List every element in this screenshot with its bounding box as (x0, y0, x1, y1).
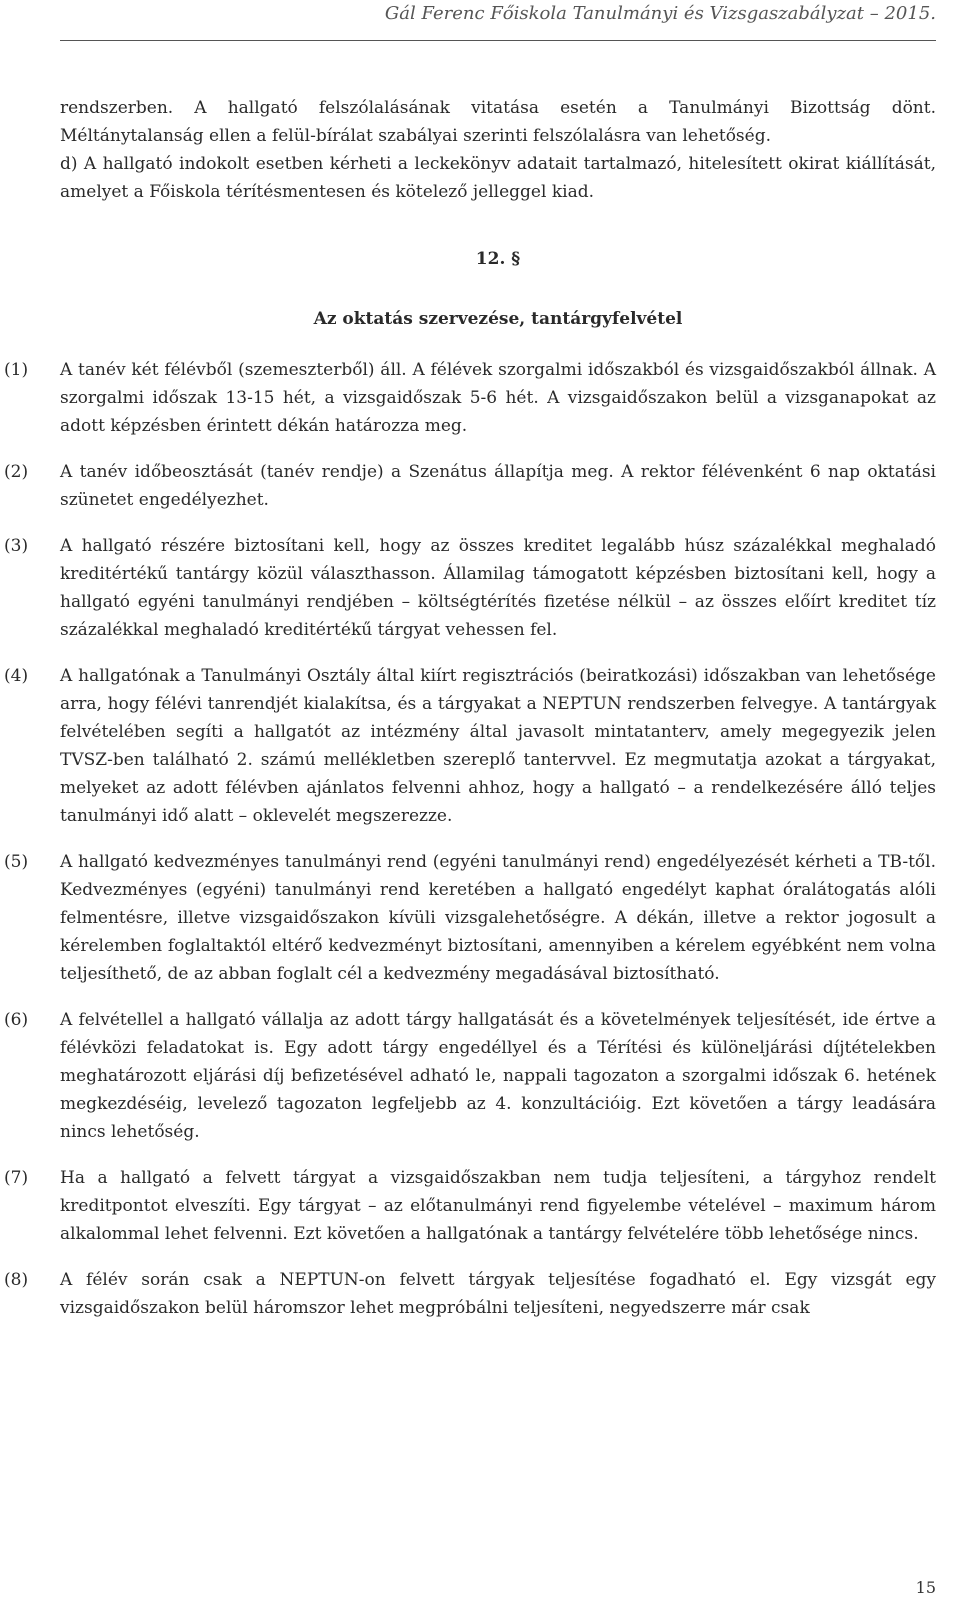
paragraph-text: A hallgatónak a Tanulmányi Osztály által kiírt regisztrációs (beiratkozási) időszakban van lehetősége arra, hogy félévi tanrendjét kialakítsa, és a tárgyakat a NEPTUN rendszerben felvegye. A tantárgyak felvételében segíti a hallgatót az intézmény által javasolt mintatanterv, amely megegyezik jelen TVSZ-ben található 2. számú mellékletben szereplő tantervvel. Ez megmutatja azokat a tárgyakat, melyeket az adott félévben ajánlatos felvenni ahhoz, hogy a hallgató – a rendelkezésére álló teljes tanulmányi idő alatt – oklevelét megszerezze. (60, 666, 936, 826)
paragraph-text: Ha a hallgató a felvett tárgyat a vizsgaidőszakban nem tudja teljesíteni, a tárgyhoz rendelt kreditpontot elveszíti. Egy tárgyat – az előtanulmányi rend figyelembe vételével – maximum három alkalommal lehet felvenni. Ezt követően a hallgatónak a tantárgy felvételére több lehetősége nincs. (60, 1168, 936, 1244)
paragraph-number: (3) (4, 536, 29, 556)
paragraph-5 (4, 848, 936, 988)
paragraph-number: (4) (4, 666, 29, 686)
paragraph-number: (6) (4, 1010, 29, 1030)
header-divider (60, 40, 936, 41)
document-body (4, 94, 936, 1322)
paragraph-text: A félév során csak a NEPTUN-on felvett tárgyak teljesítése fogadható el. Egy vizsgát egy vizsgaidőszakon belül háromszor lehet megpróbálni teljesíteni, negyedszerre már csak (60, 1270, 936, 1318)
paragraph-number: (2) (4, 462, 29, 482)
page-header: Gál Ferenc Főiskola Tanulmányi és Vizsgaszabályzat – 2015. (384, 3, 936, 24)
section-heading (60, 244, 936, 334)
paragraph-7 (4, 1164, 936, 1248)
paragraph-text: A felvétellel a hallgató vállalja az adott tárgy hallgatását és a követelmények teljesítését, ide értve a félévközi feladatokat is. Egy adott tárgy engedéllyel és a Térítési és különeljárási díjtételekben meghatározott eljárási díj befizetésével adható le, nappali tagozaton a szorgalmi időszak 6. hetének megkezdéséig, levelező tagozaton legfeljebb az 4. konzultációig. Ezt követően a tárgy leadására nincs lehetőség. (60, 1010, 936, 1142)
paragraph-4 (4, 662, 936, 830)
paragraph-number: (8) (4, 1270, 29, 1290)
paragraph-1 (4, 356, 936, 440)
paragraph-3 (4, 532, 936, 644)
paragraph-text: A tanév időbeosztását (tanév rendje) a Szenátus állapítja meg. A rektor félévenként 6 nap oktatási szünetet engedélyezhet. (60, 462, 936, 510)
paragraph-text: A hallgató részére biztosítani kell, hogy az összes kreditet legalább húsz százalékkal meghaladó kreditértékű tantárgy közül választhasson. Államilag támogatott képzésben biztosítani kell, hogy a hallgató egyéni tanulmányi rendjében – költségtérítés fizetése nélkül – az összes előírt kreditet tíz százalékkal meghaladó kreditértékű tárgyat vehessen fel. (60, 536, 936, 640)
section-title: Az oktatás szervezése, tantárgyfelvétel (313, 309, 683, 329)
paragraph-number: (7) (4, 1168, 29, 1188)
paragraph-text: A tanév két félévből (szemeszterből) áll. A félévek szorgalmi időszakból és vizsgaidőszakból állnak. A szorgalmi időszak 13-15 hét, a vizsgaidőszak 5-6 hét. A vizsgaidőszakon belül a vizsganapokat az adott képzésben érintett dékán határozza meg. (60, 360, 936, 436)
paragraph-text: A hallgató kedvezményes tanulmányi rend (egyéni tanulmányi rend) engedélyezését kérheti a TB-től. Kedvezményes (egyéni) tanulmányi rend keretében a hallgató engedélyt kaphat óralátogatás alóli felmentésre, illetve vizsgaidőszakon kívüli vizsgalehetőségre. A dékán, illetve a rektor jogosult a kérelemben foglaltaktól eltérő kedvezményt biztosítani, amennyiben a kérelem egyébként nem volna teljesíthető, de az abban foglalt cél a kedvezmény megadásával biztosítható. (60, 852, 936, 984)
paragraph-6 (4, 1006, 936, 1146)
paragraph-8 (4, 1266, 936, 1322)
paragraph-number: (1) (4, 360, 29, 380)
intro-paragraph-1: rendszerben. A hallgató felszólalásának vitatása esetén a Tanulmányi Bizottság dönt. Méltánytalanság ellen a felül-bírálat szabályai szerinti felszólalásra van lehetőség. (60, 98, 936, 146)
paragraph-2 (4, 458, 936, 514)
intro-paragraph-2: d) A hallgató indokolt esetben kérheti a leckekönyv adatait tartalmazó, hitelesített okirat kiállítását, amelyet a Főiskola térítésmentesen és kötelező jelleggel kiad. (60, 154, 936, 202)
paragraph-number: (5) (4, 852, 29, 872)
page-number: 15 (915, 1578, 936, 1597)
section-number: 12. § (475, 249, 521, 269)
